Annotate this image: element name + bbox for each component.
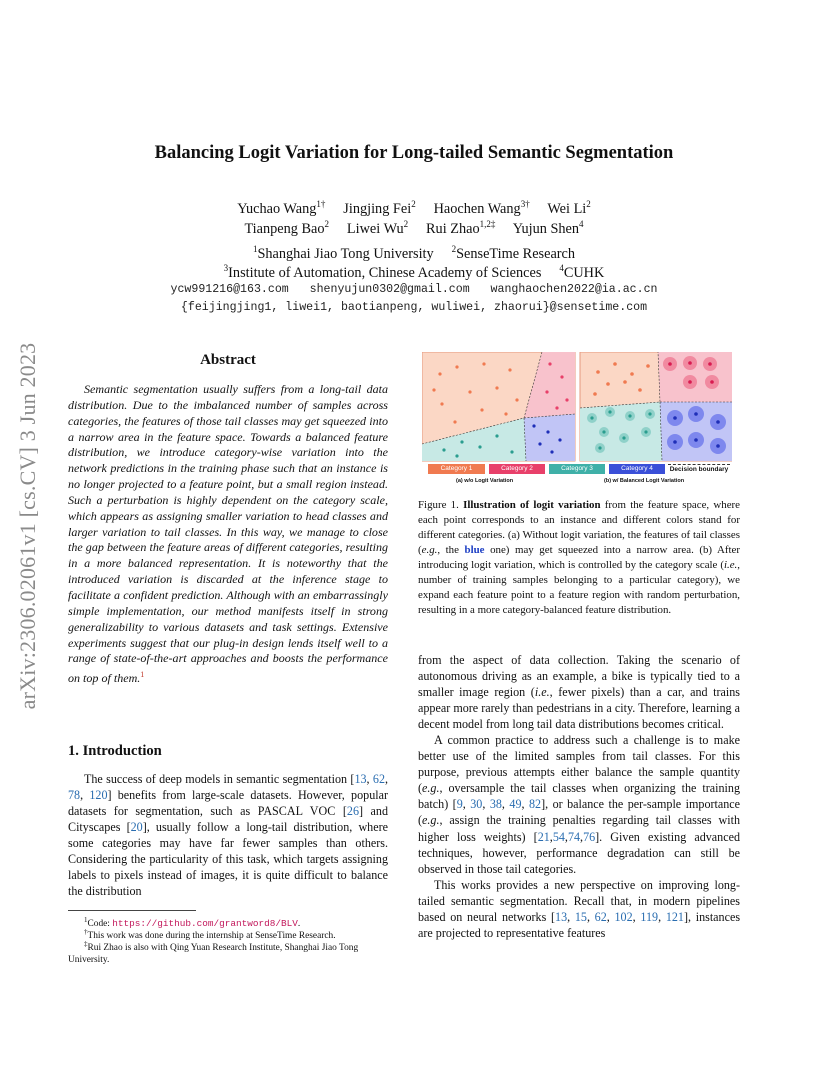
figure-caption: Figure 1. Illustration of logit variation from the feature space, where each point corresponds to an instance and different colors stand for different categories. (a) Without logit variation, the features of tail classes (e.g., the blue one) may get squeezed into a narrow area. (b) After introducing logit variation, which is controlled by the category scale (i.e., number of training samples belonging to a particular category), we expand each feature point to a feature region with random perturbation, resulting in a more category-balanced feature distribution.: [418, 499, 740, 616]
citation-link[interactable]: 78: [68, 788, 81, 802]
footnote-mark[interactable]: 1: [140, 670, 145, 680]
abstract-body: Semantic segmentation usually suffers from a long-tail data distribution. Due to the imbalanced number of samples across categories, the features of those tail classes may get squeezed into a narrow area in the feature space. Towards a balanced feature distribution, we introduce category-wise variation into the network predictions in the training phase such that an instance is no longer projected to a feature point, but a small region instead. Such a perturbation is highly dependent on the category scale, which appears as assigning smaller variation to head classes and larger variation to tail classes. In this way, we manage to close the gap between the feature areas of different categories, resulting in a more balanced representation. It is noteworthy that the introduced variation is discarded at the inference stage to facilitate a confident prediction. Although with an embarrassingly simple implementation, our method manifests itself in strong generalizability to various datasets and task settings. Extensive experiments suggest that our plug-in design lends itself well to a range of state-of-the-art approaches and boosts the performance on top of them.$^1$: [68, 382, 388, 686]
citation-link[interactable]: 15: [574, 909, 587, 924]
author: Liwei Wu$^2$: [346, 219, 409, 237]
citation-link[interactable]: 121: [665, 909, 684, 924]
footnote-rule: [68, 910, 196, 911]
subfigure-b-label: (b) w/ Balanced Logit Variation: [604, 478, 685, 484]
abstract-heading: Abstract: [200, 352, 256, 368]
paragraph: from the aspect of data collection. Taking the scenario of autonomous driving as an example, a bike is typically tied to a smaller image region (i.e., fewer pixels) than a car, and trains appear more rarely than pedestrians in a city. Therefore, learning a decent model from long tail data distributions becomes critical.: [418, 653, 740, 732]
panel-a: [422, 352, 575, 461]
emails-line-2: {feijingjing1, liwei1, baotianpeng, wuliwei, zhaorui}@sensetime.com: [180, 301, 648, 314]
footnote-3: ‡Rui Zhao is also with Qing Yuan Research Institute, Shanghai Jiao Tong University.: [68, 940, 359, 965]
citation-link[interactable]: 62: [594, 909, 607, 924]
author: Yujun Shen$^4$: [512, 219, 584, 237]
author: Yuchao Wang$^{1\dagger}$: [237, 199, 326, 217]
section-heading: 1. Introduction: [68, 743, 162, 759]
code-link[interactable]: https://github.com/grantword8/BLV: [112, 918, 298, 930]
panel-b: [580, 352, 732, 461]
subfigure-a-label: (a) w/o Logit Variation: [456, 478, 514, 484]
citation-link[interactable]: 74: [567, 829, 581, 844]
citation-link[interactable]: 13: [354, 772, 367, 786]
citation-link[interactable]: 62: [372, 772, 385, 786]
citation-link[interactable]: 26: [346, 804, 359, 818]
authors-line-2: [0, 214, 828, 239]
author: Rui Zhao$^{1,2\ddagger}$: [426, 219, 496, 237]
intro-paragraph: The success of deep models in semantic segmentation [13, 62, 78, 120] benefits from large-scale datasets. However, popular datasets for segmentation, such as PASCAL VOC [26] and Cityscapes [20], usually follow a long-tail distribution, where some categories may have far fewer samples than others. Considering the particularity of this task, which targets assigning labels to pixels instead of images, it is quite difficult to balance the distribution: [68, 772, 389, 898]
citation-link[interactable]: 82: [528, 797, 542, 812]
affiliations-line-1: $^1$Shanghai Jiao Tong University $^2$SenseTime Research: [252, 244, 576, 262]
legend-category-1: Category 1: [428, 464, 485, 474]
citation-link[interactable]: 13: [555, 909, 568, 924]
legend-category-2: Category 2: [489, 464, 545, 474]
paragraph: A common practice to address such a challenge is to make better use of the limited samples from tail classes. For this purpose, previous attempts either balance the sample quantity (e.g., oversample the tail classes when organizing the training batch) [9, 30, 38, 49, 82], or balance the per-sample importance (e.g., assign the training penalties regarding tail classes with higher loss weights) [21,54,74,76]. Given existing advanced techniques, however, performance degradation can still be observed in those tail categories.: [418, 733, 741, 876]
emails-line-1: ycw991216@163.com shenyujun0302@gmail.com wanghaochen2022@ia.ac.cn: [170, 283, 658, 296]
citation-link[interactable]: 120: [89, 788, 108, 802]
citation-link[interactable]: 76: [583, 829, 596, 844]
legend-decision-boundary: Decision boundary: [669, 466, 729, 473]
paragraph: This works provides a new perspective on improving long-tailed semantic segmentation. Recall that, in modern pipelines based on neural networks [13, 15, 62, 102, 119, 121], instances are projected to representative features: [418, 877, 741, 940]
legend-category-3: Category 3: [549, 464, 605, 474]
right-column-text: [418, 652, 740, 941]
author: Wei Li$^2$: [547, 199, 591, 217]
footnote-1: $^1$Code: https://github.com/grantword8/BLV.: [84, 916, 301, 930]
author: Haochen Wang$^{3\dagger}$: [433, 199, 530, 217]
author: Tianpeng Bao$^2$: [244, 219, 330, 237]
citation-link[interactable]: 54: [552, 829, 565, 844]
citation-link[interactable]: 9: [456, 797, 463, 812]
citation-link[interactable]: 21: [537, 829, 550, 844]
citation-link[interactable]: 30: [470, 797, 483, 812]
citation-link[interactable]: 20: [130, 820, 143, 834]
paper-title: Balancing Logit Variation for Long-tailed Semantic Segmentation: [154, 143, 674, 163]
author: Jingjing Fei$^2$: [343, 199, 416, 217]
footnote-2: †This work was done during the internship at SenseTime Research.: [84, 928, 336, 942]
affiliations-line-2: $^3$Institute of Automation, Chinese Academy of Sciences $^4$CUHK: [223, 263, 605, 281]
citation-link[interactable]: 49: [509, 797, 522, 812]
citation-link[interactable]: 102: [614, 909, 633, 924]
legend-category-4: Category 4: [609, 464, 665, 474]
arxiv-stamp: arXiv:2306.02061v1 [cs.CV] 3 Jun 2023: [15, 342, 40, 710]
citation-link[interactable]: 119: [640, 909, 659, 924]
citation-link[interactable]: 38: [489, 797, 502, 812]
